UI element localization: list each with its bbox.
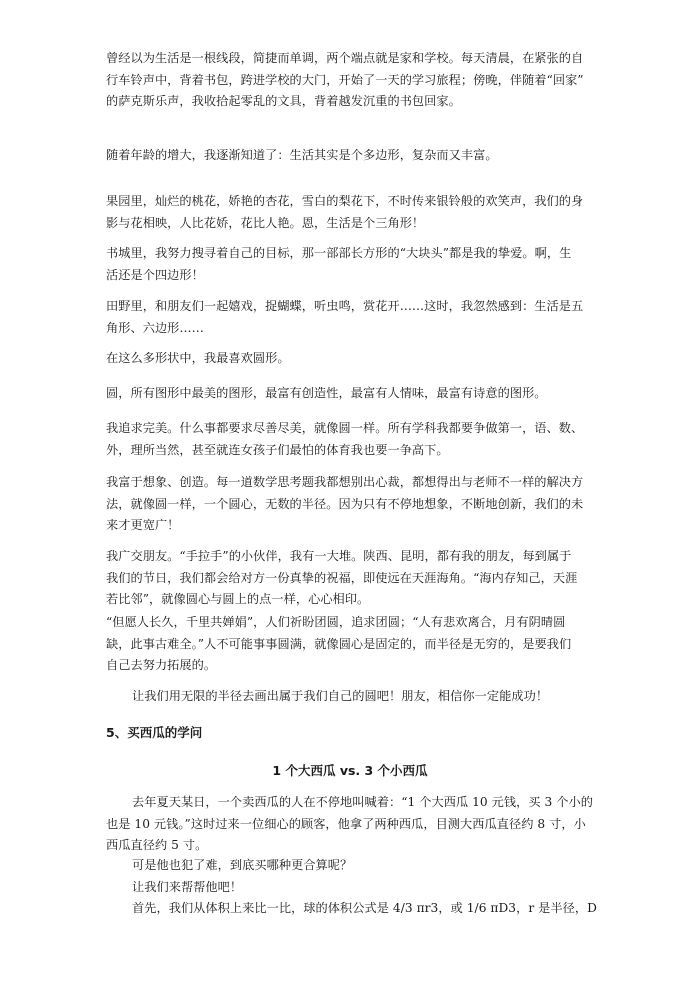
paragraph [106, 348, 594, 370]
text-line: 曾经以为生活是一根线段，简捷而单调，两个端点就是家和学校。每天清晨，在紧张的自 [106, 51, 584, 65]
text-line: 让我们来帮帮他吧！ [132, 879, 243, 894]
text-line: 活还是个四边形！ [106, 267, 204, 282]
text-line: 圆，所有图形中最美的图形，最富有创造性，最富有人情味，最富有诗意的图形。 [106, 386, 547, 400]
text-line: 我广交朋友。“手拉手”的小伙伴，我有一大堆。陕西、昆明，都有我的朋友，每到属于 [106, 549, 572, 563]
text-line: 来才更宽广！ [106, 518, 180, 532]
text-line: 法，就像圆一样，一个圆心，无数的半径。因为只有不停地想象，不断地创新，我们的未 [106, 496, 584, 511]
paragraph [106, 243, 594, 286]
text-line: 可是他也犯了难，到底买哪种更合算呢？ [132, 858, 353, 872]
text-line: 的萨克斯乐声，我收拾起零乱的文具，背着越发沉重的书包回家。 [106, 94, 461, 108]
paragraph [106, 546, 594, 611]
paragraph [106, 48, 594, 113]
text-line: 书城里，我努力搜寻着自己的目标，那一部部长方形的“大块头”都是我的挚爱。啊，生 [106, 246, 572, 260]
text-line: 田野里，和朋友们一起嬉戏，捉蝴蝶，听虫鸣，赏花开……这时，我忽然感到：生活是五 [106, 299, 584, 313]
paragraph [106, 191, 594, 234]
text-line: 我追求完美。什么事都要求尽善尽美，就像圆一样。所有学科我都要争做第一，语、数、 [106, 421, 584, 435]
text-line: 外，理所当然，甚至就连女孩子们最怕的体育我也要一争高下。 [106, 442, 449, 457]
text-line: 缺，此事古难全。”人不可能事事圆满，就像圆心是固定的，而半径是无穷的，是要我们 [106, 636, 572, 651]
article-title: 1 个大西瓜 vs. 3 个小西瓜 [272, 763, 428, 778]
text-line: 若比邻”，就像圆心与圆上的点一样，心心相印。 [106, 592, 370, 606]
paragraph [106, 612, 594, 677]
text-line: 行车铃声中，背着书包，跨进学校的大门，开始了一天的学习旅程；傍晚，伴随着“回家” [106, 72, 584, 87]
text-line: 我们的节日，我们都会给对方一份真挚的祝福，即使远在天涯海角。“海内存知己，天涯 [106, 570, 578, 585]
paragraph [106, 792, 594, 857]
text-line: “但愿人长久，千里共婵娟”，人们祈盼团圆，追求团圆；“人有悲欢离合，月有阴晴圆 [106, 615, 566, 629]
text-line: 去年夏天某日，一个卖西瓜的人在不停地叫喊着：“1 个大西瓜 10 元钱，买 3 个小的 [132, 795, 593, 809]
text-line: 也是 10 元钱。”这时过来一位细心的顾客，他拿了两种西瓜，目测大西瓜直径约 8 寸，小 [106, 816, 586, 831]
text-line: 我富于想象、创造。每一道数学思考题我都想别出心裁，都想得出与老师不一样的解决方 [106, 475, 584, 489]
text-line: 首先，我们从体积上来比一比，球的体积公式是 4/3 πr3，或 1/6 πD3，r 是半径，D [132, 901, 597, 915]
text-line: 果园里，灿烂的桃花，娇艳的杏花，雪白的梨花下，不时传来银铃般的欢笑声，我们的身 [106, 194, 584, 208]
text-line: 让我们用无限的半径去画出属于我们自己的圆吧！朋友，相信你一定能成功！ [132, 689, 549, 703]
text-line: 影与花相映，人比花娇，花比人艳。恩，生活是个三角形！ [106, 215, 425, 230]
text-line: 角形、六边形…… [106, 320, 204, 335]
paragraph [106, 686, 620, 708]
text-line: 随着年龄的增大，我逐渐知道了：生活其实是个多边形，复杂而又丰富。 [106, 148, 498, 162]
paragraph [106, 855, 597, 920]
section-heading: 5、买西瓜的学问 [106, 725, 203, 740]
paragraph [106, 145, 594, 167]
text-line: 西瓜直径约 5 寸。 [106, 838, 208, 852]
paragraph [106, 383, 594, 405]
text-line: 自己去努力拓展的。 [106, 658, 217, 672]
paragraph [106, 296, 594, 339]
paragraph [106, 418, 594, 461]
paragraph [106, 472, 594, 537]
text-line: 在这么多形状中，我最喜欢圆形。 [106, 351, 290, 365]
